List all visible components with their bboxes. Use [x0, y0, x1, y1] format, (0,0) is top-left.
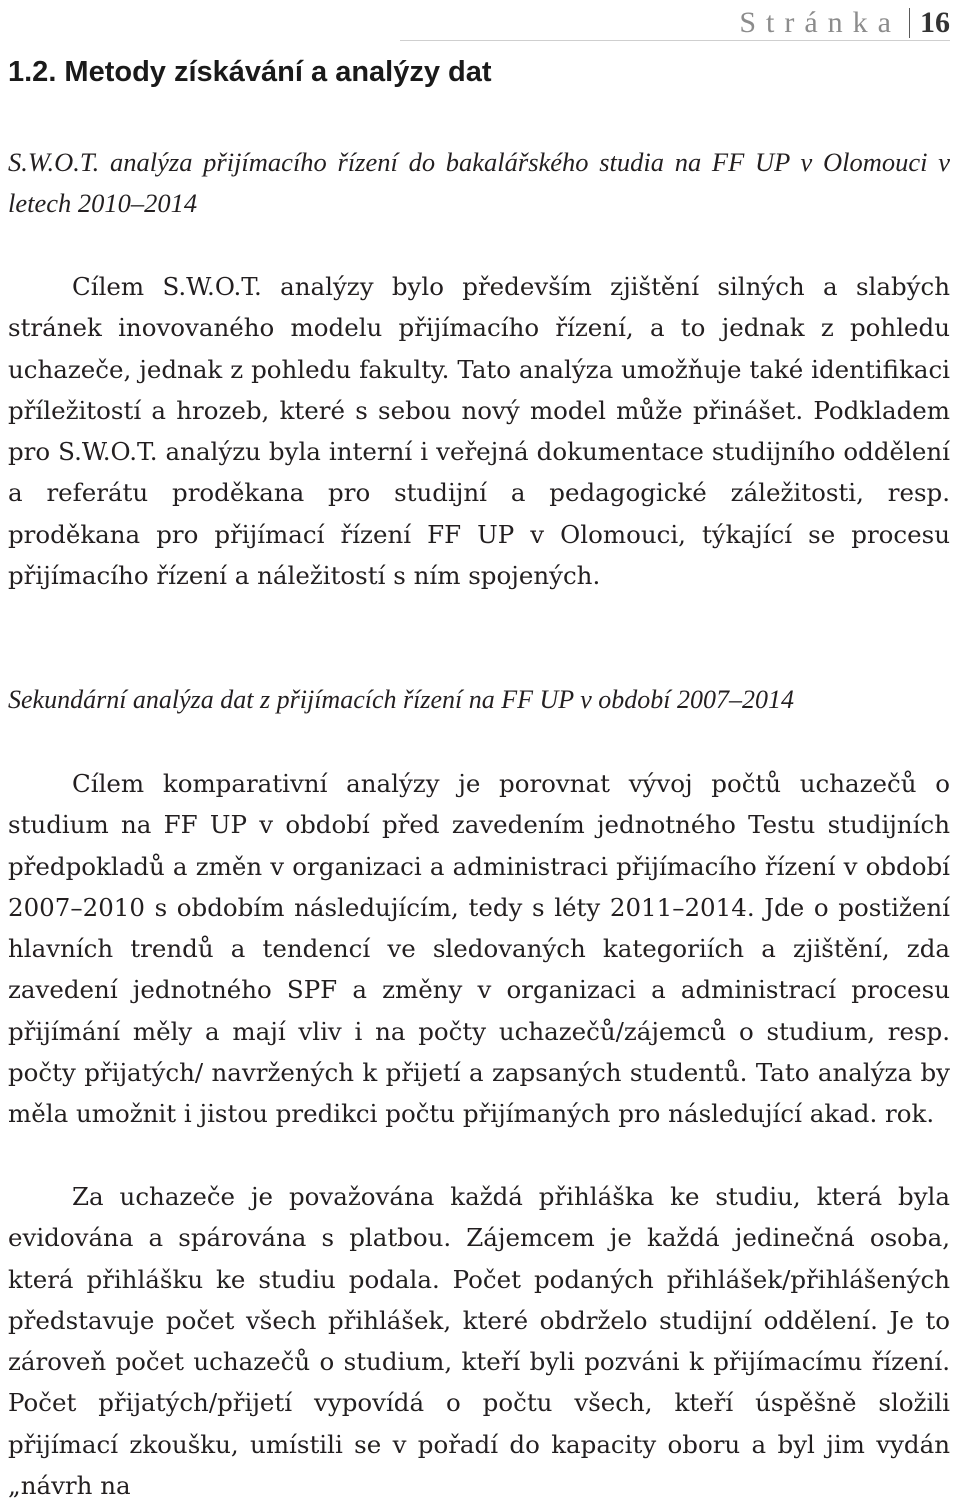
- secondary-analysis-subheading: Sekundární analýza dat z přijímacích řízení na FF UP v období 2007–2014: [8, 685, 794, 714]
- swot-subheading: S.W.O.T. analýza přijímacího řízení do bakalářského studia na FF UP v Olomouci v letech 2010–2014: [8, 147, 950, 218]
- header-divider: [909, 8, 910, 38]
- page-label: Stránka: [739, 6, 901, 39]
- page-number: 16: [920, 6, 950, 39]
- comparative-analysis-paragraph: Cílem komparativní analýzy je porovnat vývoj počtů uchazečů o studium na FF UP v období před zavedením jednotného Testu studijních předpokladů a změn v organizaci a administraci přijímacího řízení v období 2007–2010 s obdobím následujícím, tedy s léty 2011–2014. Jde o postižení hlavních trendů a tendencí ve sledovaných kategoriích a zjištění, zda zavedení jednotného SPF a změny v organizaci a administrací procesu přijímání měly a mají vliv i na počty uchazečů/zájemců o studium, resp. počty přijatých/ navržených k přijetí a zapsaných studentů. Tato analýza by měla umožnit i jistou predikci počtu přijímaných pro následující akad. rok.: [8, 769, 950, 1129]
- page-header: [739, 0, 950, 38]
- definitions-paragraph: Za uchazeče je považována každá přihláška ke studiu, která byla evidována a spárována s platbou. Zájemcem je každá jedinečná osoba, která přihlášku ke studiu podala. Počet podaných přihlášek/přihlášených představuje počet všech přihlášek, které obdrželo studijní oddělení. Je to zároveň počet uchazečů o studium, kteří byli pozváni k přijímacímu řízení. Počet přijatých/přijetí vypovídá o počtu všech, kteří úspěšně složili přijímací zkoušku, umístili se v pořadí do kapacity oboru a byl jim vydán „návrh na: [8, 1182, 950, 1501]
- section-heading: 1.2. Metody získávání a analýzy dat: [8, 56, 492, 88]
- header-rule: [400, 40, 950, 41]
- swot-paragraph: Cílem S.W.O.T. analýzy bylo především zjištění silných a slabých stránek inovovaného modelu přijímacího řízení, a to jednak z pohledu uchazeče, jednak z pohledu fakulty. Tato analýza umožňuje také identifikaci příležitostí a hrozeb, které s sebou nový model může přinášet. Podkladem pro S.W.O.T. analýzu byla interní i veřejná dokumentace studijního oddělení a referátu proděkana pro studijní a pedagogické záležitosti, resp. proděkana pro přijímací řízení FF UP v Olomouci, týkající se procesu přijímacího řízení a náležitostí s ním spojených.: [8, 272, 950, 591]
